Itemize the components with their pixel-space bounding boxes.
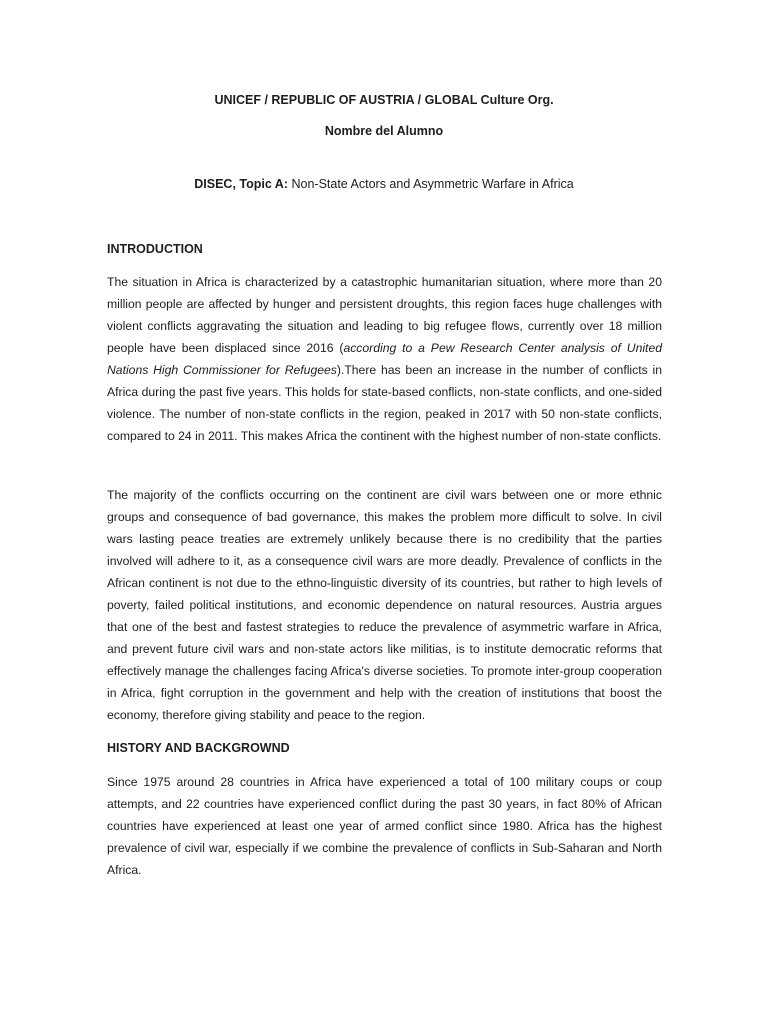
history-paragraph-1: Since 1975 around 28 countries in Africa have experienced a total of 100 military coups or coup attempts, and 22 countries have experienced conflict during the past 30 years, in fact 80% of African countries have experienced at least one year of armed conflict since 1980. Africa has the highest prevalence of civil war, especially if we combine the prevalence of conflicts in Sub-Saharan and North Africa. [107, 775, 662, 877]
introduction-heading: INTRODUCTION [107, 242, 203, 256]
introduction-paragraph-2: The majority of the conflicts occurring on the continent are civil wars between one or more ethnic groups and consequence of bad governance, this makes the problem more difficult to solve. In civil wars lasting peace treaties are extremely unlikely because there is no credibility that the parties involved will adhere to it, as a consequence civil wars are more deadly. Prevalence of conflicts in the African continent is not due to the ethno-linguistic diversity of its countries, but rather to high levels of poverty, failed political institutions, and economic dependence on natural resources. Austria argues that one of the best and fastest strategies to reduce the prevalence of asymmetric warfare in Africa, and prevent future civil wars and non-state actors like militias, is to institute democratic reforms that effectively manage the challenges facing Africa's diverse societies. To promote inter-group cooperation in Africa, fight corruption in the government and help with the creation of institutions that boost the economy, therefore giving stability and peace to the region. [107, 488, 662, 722]
topic-line [0, 176, 768, 192]
student-name: Nombre del Alumno [324, 124, 444, 138]
topic-text: Non-State Actors and Asymmetric Warfare in Africa [288, 177, 574, 191]
document-title: UNICEF / REPUBLIC OF AUSTRIA / GLOBAL Culture Org. [214, 93, 554, 107]
intro-p1-text-b: ).There has been an increase in the number of conflicts in Africa during the past five years. This holds for state-based conflicts, non-state conflicts, and one-sided violence. The number of non-state conflicts in the region, peaked in 2017 with 50 non-state conflicts, compared to 24 in 2011. This makes Africa the continent with the highest number of non-state conflicts. [107, 363, 662, 443]
intro-p1-text-a: The situation in Africa is characterized by a catastrophic humanitarian situation, where more than 20 million people are affected by hunger and persistent droughts, this region faces huge challenges with violent conflicts aggravating the situation and leading to big refugee flows, currently over 18 million people have been displaced since 2016 ( [107, 275, 662, 355]
intro-p1-citation: according to a Pew Research Center analysis of United Nations High Commissioner for Refugees [107, 341, 662, 377]
topic-label: DISEC, Topic A: [194, 177, 288, 191]
history-heading: HISTORY AND BACKGROWND [107, 741, 290, 755]
introduction-paragraph-1 [107, 271, 662, 447]
